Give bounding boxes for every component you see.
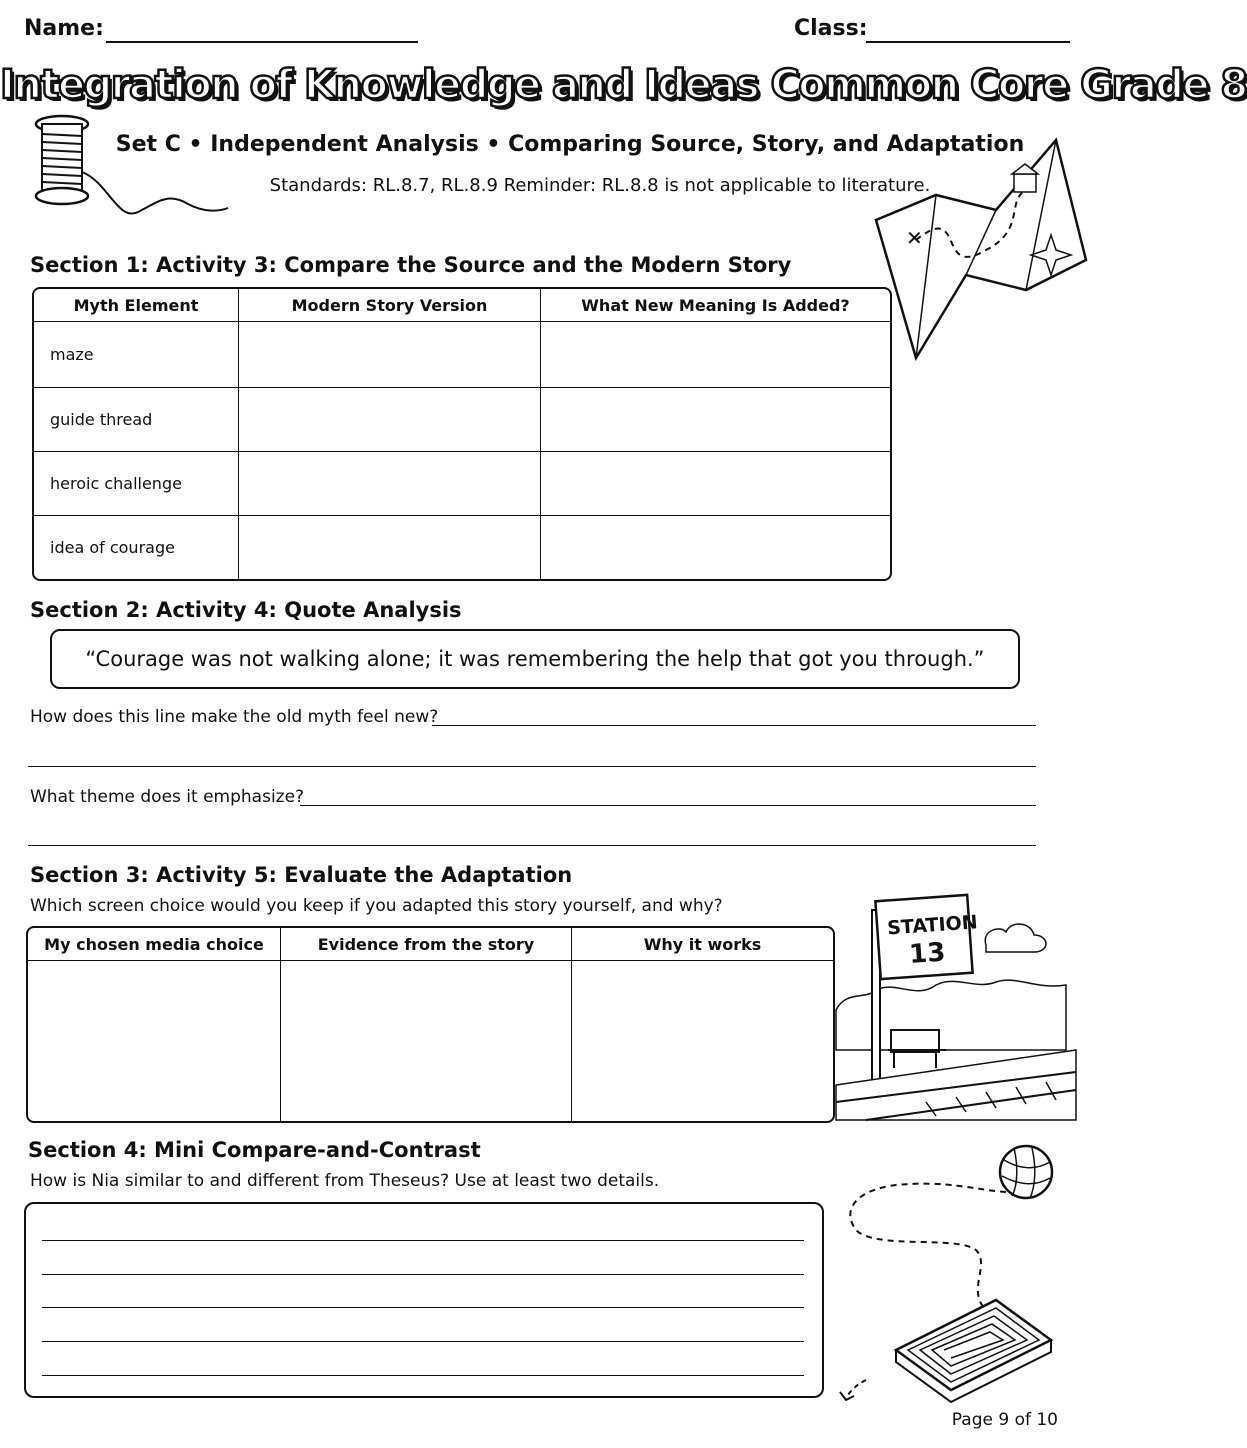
column-header: My chosen media choice: [28, 928, 281, 961]
answer-cell[interactable]: [239, 322, 541, 388]
station-sign-number: 13: [908, 937, 947, 971]
thread-spool-icon: [28, 112, 238, 224]
column-header: Modern Story Version: [239, 289, 541, 322]
svg-text:✕: ✕: [906, 226, 923, 250]
column-header: What New Meaning Is Added?: [541, 289, 890, 322]
table-row: [34, 322, 890, 388]
answer-cell[interactable]: [239, 452, 541, 516]
answer-cell[interactable]: [541, 452, 890, 516]
name-field[interactable]: [106, 41, 418, 43]
answer-line[interactable]: [28, 766, 1036, 767]
answer-cell[interactable]: [541, 388, 890, 452]
answer-line[interactable]: [432, 725, 1036, 726]
table-row: [34, 516, 890, 579]
table-row: [34, 452, 890, 516]
compare-contrast-box: [24, 1202, 824, 1398]
column-header: Why it works: [572, 928, 833, 961]
table-row: [28, 961, 833, 1121]
answer-line[interactable]: [42, 1274, 804, 1275]
answer-cell[interactable]: [572, 961, 833, 1121]
quote-box: “Courage was not walking alone; it was remembering the help that got you through.”: [50, 629, 1020, 689]
answer-cell[interactable]: [239, 388, 541, 452]
class-field[interactable]: [866, 41, 1070, 43]
myth-element-cell: idea of courage: [34, 516, 239, 579]
answer-cell[interactable]: [239, 516, 541, 579]
myth-element-cell: maze: [34, 322, 239, 388]
page-subtitle: Set C • Independent Analysis • Comparing Source, Story, and Adaptation: [115, 132, 1025, 157]
compare-table-header: [34, 289, 890, 322]
section1-title: Section 1: Activity 3: Compare the Source and the Modern Story: [30, 253, 792, 277]
section3-prompt: Which screen choice would you keep if you adapted this story yourself, and why?: [30, 896, 723, 916]
section4-title: Section 4: Mini Compare-and-Contrast: [28, 1138, 481, 1162]
station-sign-text: STATION: [886, 911, 979, 940]
class-label: Class:: [794, 16, 868, 41]
section4-prompt: How is Nia similar to and different from Theseus? Use at least two details.: [30, 1171, 660, 1191]
section3-title: Section 3: Activity 5: Evaluate the Adaptation: [30, 863, 573, 887]
answer-cell[interactable]: [281, 961, 572, 1121]
page-title: Integration of Knowledge and Ideas Common Core Grade 8: [0, 62, 1247, 108]
train-station-icon: [836, 890, 1076, 1120]
question-1: How does this line make the old myth feel new?: [30, 707, 439, 727]
question-2: What theme does it emphasize?: [30, 787, 305, 807]
answer-cell[interactable]: [541, 516, 890, 579]
answer-line[interactable]: [300, 805, 1036, 806]
answer-cell[interactable]: [28, 961, 281, 1121]
table-row: [34, 388, 890, 452]
column-header: Myth Element: [34, 289, 239, 322]
column-header: Evidence from the story: [281, 928, 572, 961]
yarn-maze-icon: [836, 1140, 1066, 1400]
standards-note: Standards: RL.8.7, RL.8.9 Reminder: RL.8.8 is not applicable to literature.: [269, 175, 931, 196]
name-label: Name:: [24, 16, 104, 41]
answer-line[interactable]: [28, 845, 1036, 846]
myth-element-cell: heroic challenge: [34, 452, 239, 516]
answer-line[interactable]: [42, 1240, 804, 1241]
compare-table: [32, 287, 892, 581]
section2-title: Section 2: Activity 4: Quote Analysis: [30, 598, 462, 622]
answer-cell[interactable]: [541, 322, 890, 388]
adaptation-table: [26, 926, 835, 1123]
answer-line[interactable]: [42, 1307, 804, 1308]
treasure-map-icon: [876, 140, 1086, 360]
page-number: Page 9 of 10: [951, 1410, 1058, 1430]
answer-line[interactable]: [42, 1341, 804, 1342]
answer-line[interactable]: [42, 1375, 804, 1376]
adaptation-table-header: [28, 928, 833, 961]
myth-element-cell: guide thread: [34, 388, 239, 452]
